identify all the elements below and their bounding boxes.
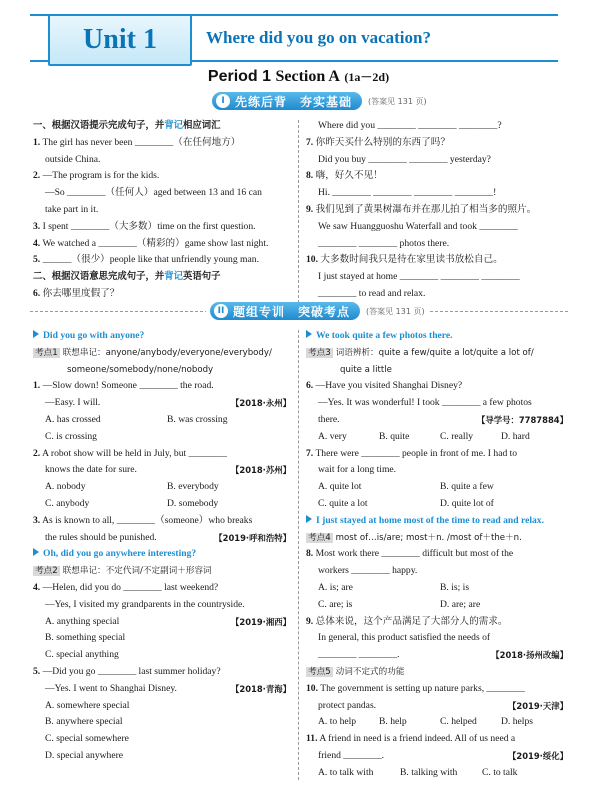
- text-line: [306, 378, 568, 395]
- question-text: Where did you ________ ________ ________?: [318, 120, 502, 131]
- text-line: [33, 378, 291, 395]
- play-icon: [306, 515, 312, 523]
- text-line: [33, 269, 291, 286]
- point-tag: 考点5: [308, 666, 331, 677]
- text-line: [306, 479, 568, 496]
- source-label: 【2018·苏州】: [231, 465, 291, 476]
- answer-option: B. talking with: [400, 766, 458, 778]
- period-title: [0, 68, 597, 86]
- question-text: ________ ________ photos there.: [318, 237, 450, 249]
- text-line: [306, 185, 568, 202]
- question-text: 你昨天买什么特别的东西了吗？: [315, 136, 450, 148]
- text-line: [306, 395, 568, 412]
- question-text: 大多数时间我只是待在家里读书放松自己。: [320, 254, 503, 266]
- question-number: 8.: [306, 548, 314, 560]
- question-text: 总体来说，这个产品满足了大部分人的需求。: [315, 615, 508, 627]
- question-number: 11.: [306, 733, 318, 745]
- text-line: [306, 202, 568, 219]
- text-line: [306, 446, 568, 463]
- text-line: [306, 152, 568, 169]
- text-line: [33, 580, 291, 597]
- answer-option: B. quite a few: [440, 481, 494, 493]
- answer-option: C. special somewhere: [45, 733, 129, 745]
- text-line: [306, 681, 568, 698]
- answer-option: B. quite: [379, 430, 410, 442]
- column-divider-2: [298, 330, 299, 780]
- text-line: [306, 345, 568, 362]
- answer-option: A. has crossed: [45, 413, 101, 425]
- question-text: ________ ________.: [318, 649, 400, 661]
- heading-text: 二、根据汉语意思完成句子，并: [33, 271, 165, 283]
- question-text: —Did you go ________ last summer holiday?: [42, 665, 221, 677]
- answer-option: B. something special: [45, 632, 126, 644]
- text-line: [33, 286, 291, 303]
- answer-option: C. really: [440, 430, 474, 442]
- unit-header: [30, 6, 558, 66]
- section1-title: 先练后背 夯实基础: [235, 94, 353, 109]
- text-line: [306, 614, 568, 631]
- question-text: outside China.: [45, 153, 101, 165]
- question-text: A robot show will be held in July, but ________: [42, 447, 227, 459]
- point-text: 联想串记：不定代词/不定副词＋形容词: [62, 566, 212, 577]
- text-line: [33, 168, 291, 185]
- answer-option: A. somewhere special: [45, 699, 130, 711]
- highlight-word: 背记: [164, 120, 184, 131]
- answer-option: C. quite a lot: [318, 497, 368, 509]
- answer-option: C. helped: [440, 716, 477, 728]
- source-label: 【2018·青海】: [231, 683, 291, 694]
- text-line: [33, 429, 291, 446]
- highlight-word: 背记: [164, 271, 184, 283]
- question-number: 4.: [33, 581, 41, 593]
- example-sentence: Did you go with anyone?: [43, 330, 145, 341]
- source-label: 【2019·绥化】: [508, 750, 568, 761]
- answer-option: A. to talk with: [318, 766, 374, 778]
- question-number: 6.: [306, 380, 314, 392]
- answer-option: A. nobody: [45, 481, 86, 493]
- question-text: The girl has never been ________（在任何地方）: [42, 136, 241, 148]
- period-label: Period 1: [207, 68, 272, 85]
- question-text: —So ________（任何人）aged between 13 and 16 can: [45, 187, 262, 199]
- question-text: The government is setting up nature parks, ________: [320, 682, 525, 694]
- text-line: [33, 362, 291, 379]
- question-number: 6.: [33, 287, 41, 299]
- text-line: [33, 328, 291, 345]
- example-sentence: I just stayed at home most of the time to read and relax.: [316, 514, 545, 526]
- text-line: [33, 630, 291, 647]
- source-label: 【2019·呼和浩特】: [214, 532, 291, 543]
- text-line: [306, 269, 568, 286]
- question-number: 7.: [306, 136, 314, 148]
- text-line: [306, 462, 568, 479]
- question-number: 10.: [306, 254, 318, 266]
- text-line: [306, 513, 568, 530]
- question-text: I just stayed at home ________ ________ ________: [318, 271, 520, 283]
- text-line: [33, 462, 291, 479]
- question-number: 4.: [33, 237, 41, 249]
- answer-option: D. special anywhere: [45, 749, 124, 761]
- question-text: —Yes, I visited my grandparents in the countryside.: [45, 598, 245, 610]
- text-line: [306, 647, 568, 664]
- text-line: [306, 664, 568, 681]
- question-number: 1.: [33, 380, 41, 392]
- text-line: [33, 496, 291, 513]
- section2-title: 题组专训 突破考点: [233, 304, 351, 319]
- text-line: [33, 731, 291, 748]
- text-line: [33, 530, 291, 547]
- question-number: 10.: [306, 682, 318, 694]
- text-line: [306, 118, 568, 135]
- question-text: —Easy. I will.: [45, 397, 101, 409]
- unit-title: Where did you go on vacation?: [206, 28, 431, 47]
- answer-option: A. anything special: [45, 615, 120, 627]
- section2-answer-note: (答案见 131 页): [366, 306, 425, 316]
- question-text: There were ________ people in front of me. I had to: [315, 447, 518, 459]
- answer-option: A. quite lot: [318, 481, 362, 493]
- answer-option: D. helps: [501, 716, 533, 728]
- question-text: In general, this product satisfied the needs of: [318, 632, 491, 644]
- point-text: quite a little: [340, 364, 392, 375]
- text-line: [33, 546, 291, 563]
- answer-option: C. special anything: [45, 649, 119, 661]
- answer-option: D. hard: [501, 430, 530, 442]
- point-text: someone/somebody/none/nobody: [67, 364, 214, 375]
- source-label: 【2018·扬州改编】: [491, 650, 568, 661]
- text-line: [33, 479, 291, 496]
- text-line: [33, 597, 291, 614]
- point-tag: 考点4: [308, 532, 331, 543]
- section1-answer-note: (答案见 131 页): [368, 96, 427, 106]
- answer-option: A. very: [318, 430, 347, 442]
- answer-option: D. somebody: [167, 497, 219, 509]
- text-line: [306, 698, 568, 715]
- question-number: 3.: [33, 514, 41, 526]
- text-line: [33, 202, 291, 219]
- question-text: protect pandas.: [318, 699, 377, 711]
- answer-option: A. is; are: [318, 581, 353, 593]
- answer-option: C. is crossing: [45, 430, 97, 442]
- point-tag: 考点2: [35, 566, 58, 577]
- point-text: most of…is/are; most＋n. /most of＋the＋n.: [335, 532, 522, 543]
- answer-option: C. are; is: [318, 598, 353, 610]
- answer-option: D. are; are: [440, 598, 481, 610]
- heading-text: 相应词汇: [183, 120, 221, 131]
- text-line: [306, 630, 568, 647]
- question-text: 我们见到了黄果树瀑布并在那儿拍了相当多的照片。: [315, 203, 537, 215]
- source-label: 【导学号：7787884】: [476, 414, 568, 425]
- question-text: —The program is for the kids.: [42, 170, 160, 182]
- answer-option: C. to talk: [482, 766, 518, 778]
- text-line: [33, 748, 291, 765]
- question-number: 5.: [33, 254, 41, 266]
- question-text: —Yes. I went to Shanghai Disney.: [45, 682, 177, 694]
- part1-left-column: [33, 118, 291, 303]
- text-line: [306, 135, 568, 152]
- question-number: 5.: [33, 665, 41, 677]
- question-number: 8.: [306, 170, 314, 182]
- text-line: [33, 698, 291, 715]
- section2-number: II: [214, 304, 228, 318]
- answer-option: B. was crossing: [167, 413, 228, 425]
- point-tag: 考点3: [308, 347, 331, 358]
- question-text: Most work there ________ difficult but most of the: [315, 548, 514, 560]
- text-line: [306, 286, 568, 303]
- question-number: 3.: [33, 220, 41, 232]
- section-label: Section A: [275, 68, 340, 85]
- source-label: 【2019·湘西】: [231, 616, 291, 627]
- point-text: 动词不定式的功能: [335, 666, 405, 677]
- section1-banner: [212, 92, 427, 110]
- text-line: [33, 681, 291, 698]
- part2-right-column: [306, 328, 568, 782]
- question-text: —Have you visited Shanghai Disney?: [315, 380, 463, 392]
- play-icon: [33, 548, 39, 556]
- answer-option: C. anybody: [45, 497, 90, 509]
- question-text: A friend in need is a friend indeed. All of us need a: [319, 733, 516, 745]
- question-text: —Yes. It was wonderful! I took ________ a few photos: [318, 397, 532, 409]
- part1-right-column: [306, 118, 568, 303]
- question-number: 9.: [306, 203, 314, 215]
- section-range: (1a－2d): [344, 70, 390, 84]
- play-icon: [306, 330, 312, 338]
- question-text: wait for a long time.: [318, 464, 397, 476]
- play-icon: [33, 330, 39, 338]
- question-number: 1.: [33, 136, 41, 148]
- text-line: [33, 395, 291, 412]
- text-line: [33, 714, 291, 731]
- unit-label: Unit 1: [48, 14, 192, 66]
- question-text: ______（很少）people like that unfriendly young man.: [42, 254, 259, 266]
- question-text: friend ________.: [318, 749, 385, 761]
- point-text: 联想串记：anyone/anybody/everyone/everybody/: [62, 347, 272, 358]
- text-line: [33, 513, 291, 530]
- heading-text: 英语句子: [183, 271, 221, 283]
- point-tag: 考点1: [35, 347, 58, 358]
- text-line: [306, 496, 568, 513]
- question-number: 2.: [33, 170, 41, 182]
- point-text: 词语辨析：quite a few/quite a lot/quite a lot of/: [335, 347, 534, 358]
- text-line: [306, 546, 568, 563]
- question-text: Did you buy ________ ________ yesterday?: [318, 153, 491, 165]
- text-line: [33, 152, 291, 169]
- answer-option: B. help: [379, 716, 407, 728]
- text-line: [306, 168, 568, 185]
- question-text: —Helen, did you do ________ last weekend?: [42, 581, 219, 593]
- text-line: [33, 647, 291, 664]
- text-line: [33, 236, 291, 253]
- text-line: [306, 412, 568, 429]
- text-line: [306, 731, 568, 748]
- question-text: As is known to all, ________（someone）who breaks: [42, 514, 253, 526]
- source-label: 【2018·永州】: [231, 398, 291, 409]
- section1-number: I: [216, 94, 230, 108]
- text-line: [306, 748, 568, 765]
- text-line: [306, 563, 568, 580]
- text-line: [306, 530, 568, 547]
- text-line: [33, 664, 291, 681]
- text-line: [306, 714, 568, 731]
- text-line: [306, 362, 568, 379]
- text-line: [33, 135, 291, 152]
- question-text: Hi. ________ ________ ________ ________!: [318, 187, 497, 199]
- text-line: [306, 597, 568, 614]
- text-line: [306, 429, 568, 446]
- text-line: [33, 614, 291, 631]
- text-line: [306, 219, 568, 236]
- text-line: [33, 219, 291, 236]
- question-number: 7.: [306, 447, 314, 459]
- text-line: [306, 252, 568, 269]
- question-text: workers ________ happy.: [318, 565, 418, 577]
- part2-left-column: [33, 328, 291, 765]
- question-text: We watched a ________（精彩的）game show last night.: [42, 237, 269, 249]
- text-line: [33, 185, 291, 202]
- text-line: [306, 580, 568, 597]
- text-line: [33, 118, 291, 135]
- heading-text: 一、根据汉语提示完成句子，并: [33, 120, 165, 131]
- question-text: knows the date for sure.: [45, 464, 137, 476]
- question-number: 2.: [33, 447, 41, 459]
- text-line: [33, 252, 291, 269]
- text-line: [306, 765, 568, 782]
- question-text: 你去哪里度假了？: [42, 287, 120, 299]
- question-text: I spent ________（大多数）time on the first question.: [42, 220, 256, 232]
- text-line: [33, 446, 291, 463]
- question-text: the rules should be punished.: [45, 531, 157, 543]
- question-text: take part in it.: [45, 203, 99, 215]
- text-line: [306, 236, 568, 253]
- answer-option: D. quite lot of: [440, 497, 494, 509]
- column-divider: [298, 120, 299, 303]
- text-line: [33, 563, 291, 580]
- question-text: there.: [318, 413, 340, 425]
- answer-option: B. is; is: [440, 581, 470, 593]
- source-label: 【2019·天津】: [508, 700, 568, 711]
- answer-option: B. anywhere special: [45, 716, 123, 728]
- text-line: [33, 412, 291, 429]
- answer-option: B. everybody: [167, 481, 219, 493]
- question-text: 嗨，好久不见！: [315, 170, 383, 182]
- question-text: We saw Huangguoshu Waterfall and took ________: [318, 220, 518, 232]
- text-line: [306, 328, 568, 345]
- text-line: [33, 345, 291, 362]
- example-sentence: We took quite a few photos there.: [316, 330, 453, 341]
- example-sentence: Oh, did you go anywhere interesting?: [43, 548, 197, 560]
- question-text: ________ to read and relax.: [318, 287, 426, 299]
- question-number: 9.: [306, 615, 314, 627]
- section2-banner: [206, 302, 429, 320]
- answer-option: A. to help: [318, 716, 357, 728]
- question-text: —Slow down! Someone ________ the road.: [42, 380, 214, 392]
